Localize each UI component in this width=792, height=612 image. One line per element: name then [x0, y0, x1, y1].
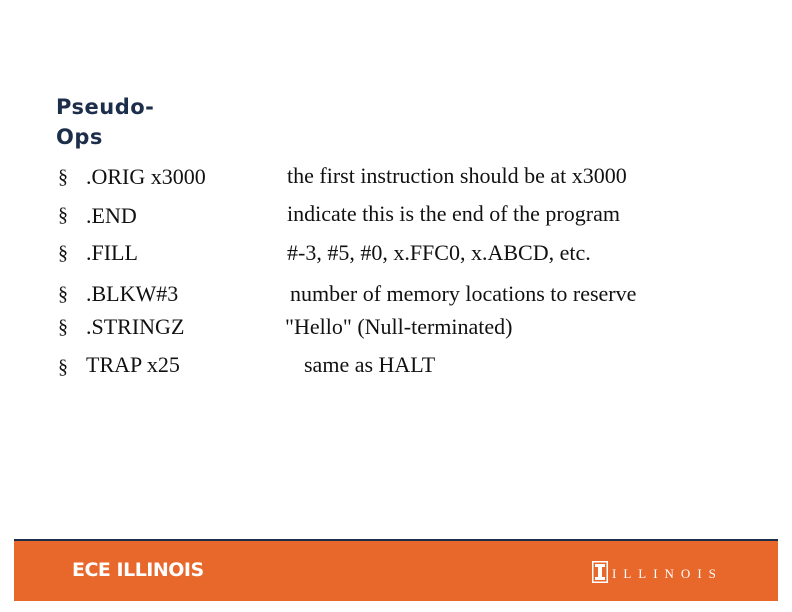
- footer-ece-illinois-logo: ECE ILLINOIS: [72, 559, 204, 581]
- pseudo-op-description: #-3, #5, #0, x.FFC0, x.ABCD, etc.: [287, 240, 591, 265]
- pseudo-op-command: .ORIG x3000: [86, 164, 206, 189]
- slide-title-line-2: Ops: [56, 125, 103, 149]
- pseudo-op-description: indicate this is the end of the program: [287, 201, 620, 226]
- pseudo-op-description: the first instruction should be at x3000: [287, 163, 627, 188]
- pseudo-op-command: .FILL: [86, 240, 138, 265]
- slide-title-line-1: Pseudo-: [56, 95, 155, 119]
- footer-bar: [14, 541, 778, 601]
- pseudo-op-description: same as HALT: [304, 352, 436, 377]
- pseudo-op-command: .STRINGZ: [86, 314, 185, 339]
- pseudo-op-description: number of memory locations to reserve: [290, 281, 637, 306]
- pseudo-op-command: TRAP x25: [86, 352, 180, 377]
- bullet-marker: §: [58, 356, 68, 378]
- bullet-marker: §: [58, 283, 68, 305]
- bullet-marker: §: [58, 204, 68, 226]
- pseudo-op-command: .BLKW#3: [86, 281, 179, 306]
- pseudo-op-command: .END: [86, 203, 137, 228]
- pseudo-op-description: "Hello" (Null-terminated): [285, 314, 513, 339]
- illinois-block-i-icon: [592, 561, 608, 583]
- bullet-marker: §: [58, 316, 68, 338]
- footer-illinois-wordmark: ILLINOIS: [612, 566, 723, 581]
- bullet-marker: §: [58, 242, 68, 264]
- bullet-marker: §: [58, 166, 68, 188]
- slide-title: [56, 92, 216, 152]
